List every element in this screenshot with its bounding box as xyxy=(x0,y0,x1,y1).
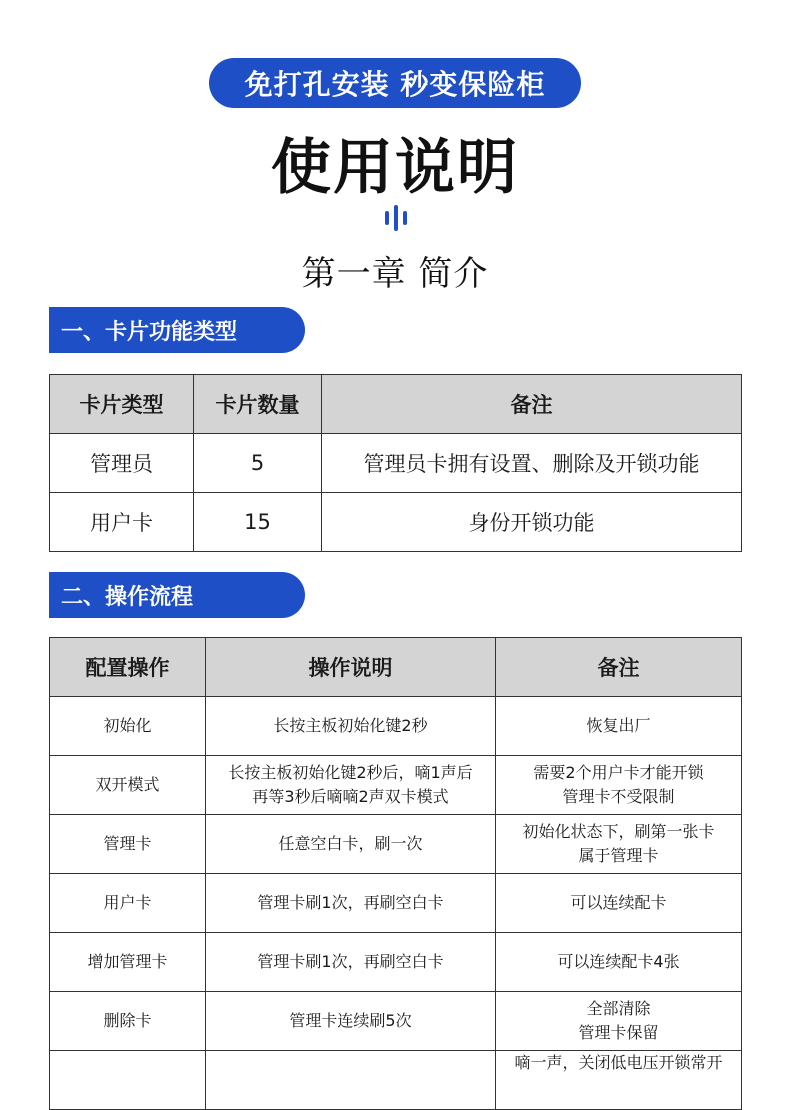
table-cell: 长按主板初始化键2秒后，嘀1声后 再等3秒后嘀嘀2声双卡模式 xyxy=(206,756,496,815)
table-cell: 管理卡刷1次，再刷空白卡 xyxy=(206,933,496,992)
table-cell: 增加管理卡 xyxy=(50,933,206,992)
section-heading-operation-flow xyxy=(49,572,305,618)
table-cell: 初始化状态下，刷第一张卡 属于管理卡 xyxy=(496,815,742,874)
section-heading-card-types xyxy=(49,307,305,353)
table-cell: 删除卡 xyxy=(50,992,206,1051)
section-heading-text: 二、操作流程 xyxy=(61,584,194,610)
section-heading-text: 一、卡片功能类型 xyxy=(61,319,238,345)
table-cell: 任意空白卡，刷一次 xyxy=(206,815,496,874)
table-row xyxy=(50,815,742,874)
table-row xyxy=(50,874,742,933)
table-cell: 需要2个用户卡才能开锁 管理卡不受限制 xyxy=(496,756,742,815)
table-cell: 用户卡 xyxy=(50,874,206,933)
table-cell: 5 xyxy=(194,434,322,493)
banner-text: 免打孔安装 秒变保险柜 xyxy=(244,68,546,101)
header-cell: 备注 xyxy=(322,375,742,434)
chapter-heading: 第一章 简介 xyxy=(301,254,489,294)
table-cell: 15 xyxy=(194,493,322,552)
table-cell: 管理员 xyxy=(50,434,194,493)
table-cell: 管理卡 xyxy=(50,815,206,874)
table-row xyxy=(50,933,742,992)
table-row xyxy=(50,697,742,756)
table-row xyxy=(50,434,742,493)
page-title: 使用说明 xyxy=(271,133,519,203)
table-cell: 身份开锁功能 xyxy=(322,493,742,552)
table-header-row xyxy=(50,375,742,434)
table-row xyxy=(50,1051,742,1110)
table-header-row xyxy=(50,638,742,697)
table-cell: 管理员卡拥有设置、删除及开锁功能 xyxy=(322,434,742,493)
operation-flow-table xyxy=(49,637,742,1110)
header-cell: 卡片数量 xyxy=(194,375,322,434)
table-cell xyxy=(206,1051,496,1110)
table-row xyxy=(50,756,742,815)
header-cell: 备注 xyxy=(496,638,742,697)
table-cell: 用户卡 xyxy=(50,493,194,552)
table-cell: 管理卡刷1次，再刷空白卡 xyxy=(206,874,496,933)
table-cell: 嘀一声，关闭低电压开锁常开 xyxy=(496,1051,742,1110)
banner-pill xyxy=(209,58,581,108)
card-types-table xyxy=(49,374,742,552)
table-cell: 长按主板初始化键2秒 xyxy=(206,697,496,756)
sound-bars-icon xyxy=(385,205,407,231)
table-cell: 可以连续配卡 xyxy=(496,874,742,933)
header-cell: 操作说明 xyxy=(206,638,496,697)
header-cell: 卡片类型 xyxy=(50,375,194,434)
table-cell: 初始化 xyxy=(50,697,206,756)
table-cell: 管理卡连续刷5次 xyxy=(206,992,496,1051)
table-row xyxy=(50,992,742,1051)
table-row xyxy=(50,493,742,552)
table-cell: 可以连续配卡4张 xyxy=(496,933,742,992)
header-cell: 配置操作 xyxy=(50,638,206,697)
table-cell xyxy=(50,1051,206,1110)
table-cell: 全部清除 管理卡保留 xyxy=(496,992,742,1051)
table-cell: 恢复出厂 xyxy=(496,697,742,756)
table-cell: 双开模式 xyxy=(50,756,206,815)
